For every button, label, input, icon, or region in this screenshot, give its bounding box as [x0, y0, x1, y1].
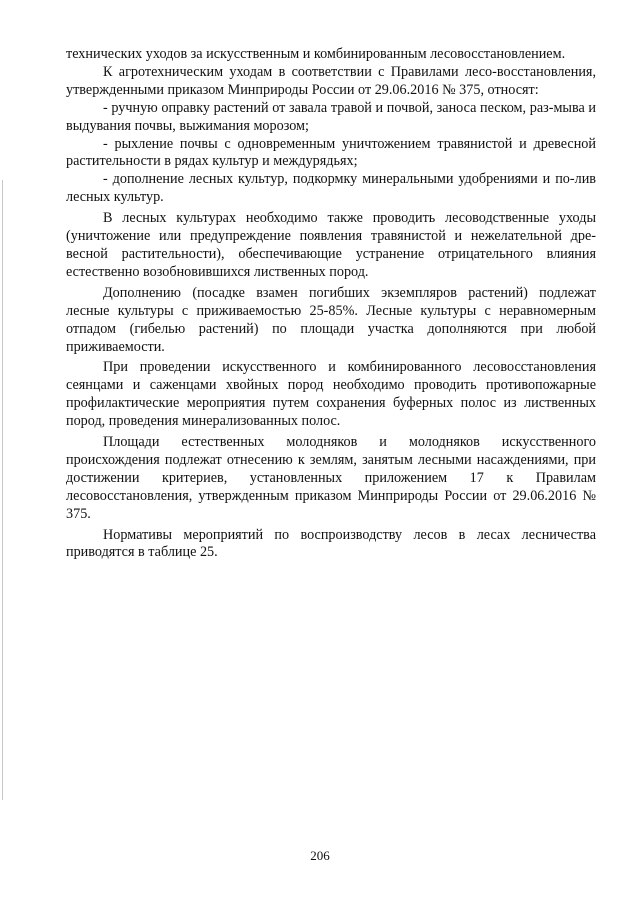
paragraph-agrotechnical-care: К агротехническим уходам в соответствии с Правилами лесо-восстановления, утвержденными приказом Минприроды России от 29.06.2016 № 375, относят: — [66, 63, 596, 98]
paragraph-fire-prevention: При проведении искусственного и комбинированного лесовосстановления сеянцами и саженцами хвойных пород необходимо проводить противопожарные профилактические мероприятия путем сохранения буферных полос из лиственных пород, проведения минерализованных полос. — [66, 359, 596, 430]
paragraph-table-reference: Нормативы мероприятий по воспроизводству лесов в лесах лесничества приводятся в таблице 25. — [66, 526, 596, 561]
list-item-supplementing-crops: - дополнение лесных культур, подкормку минеральными удобрениями и по-лив лесных культур. — [66, 171, 596, 206]
paragraph-supplementing: Дополнению (посадке взамен погибших экземпляров растений) подлежат лесные культуры с приживаемостью 25-85%. Лесные культуры с неравномерным отпадом (гибелью растений) по площади участка дополняются при любой приживаемости. — [66, 284, 596, 355]
paragraph-silvicultural-care: В лесных культурах необходимо также проводить лесоводственные уходы (уничтожение или предупреждение появления травянистой и нежелательной дре-весной растительности), обеспечивающие устранение отрицательного влияния естественно возобновившихся лиственных пород. — [66, 210, 596, 280]
list-item-soil-loosening: - рыхление почвы с одновременным уничтожением травянистой и древесной растительности в рядах культур и междурядьях; — [66, 135, 596, 170]
list-item-manual-straightening: - ручную оправку растений от завала травой и почвой, заноса песком, раз-мыва и выдувания почвы, выжимания морозом; — [66, 99, 596, 134]
paragraph-young-stands: Площади естественных молодняков и молодняков искусственного происхождения подлежат отнесению к землям, занятым лесными насаждениями, при достижении критериев, установленных приложением 17 к Правилам лесовосстановления, утвержденным приказом Минприроды России от 29.06.2016 № 375. — [66, 434, 596, 522]
paragraph-continuation: технических уходов за искусственным и комбинированным лесовосстановлением. — [66, 46, 566, 62]
scan-edge-line — [2, 180, 3, 800]
page-number: 206 — [310, 848, 330, 863]
document-body — [66, 46, 596, 562]
